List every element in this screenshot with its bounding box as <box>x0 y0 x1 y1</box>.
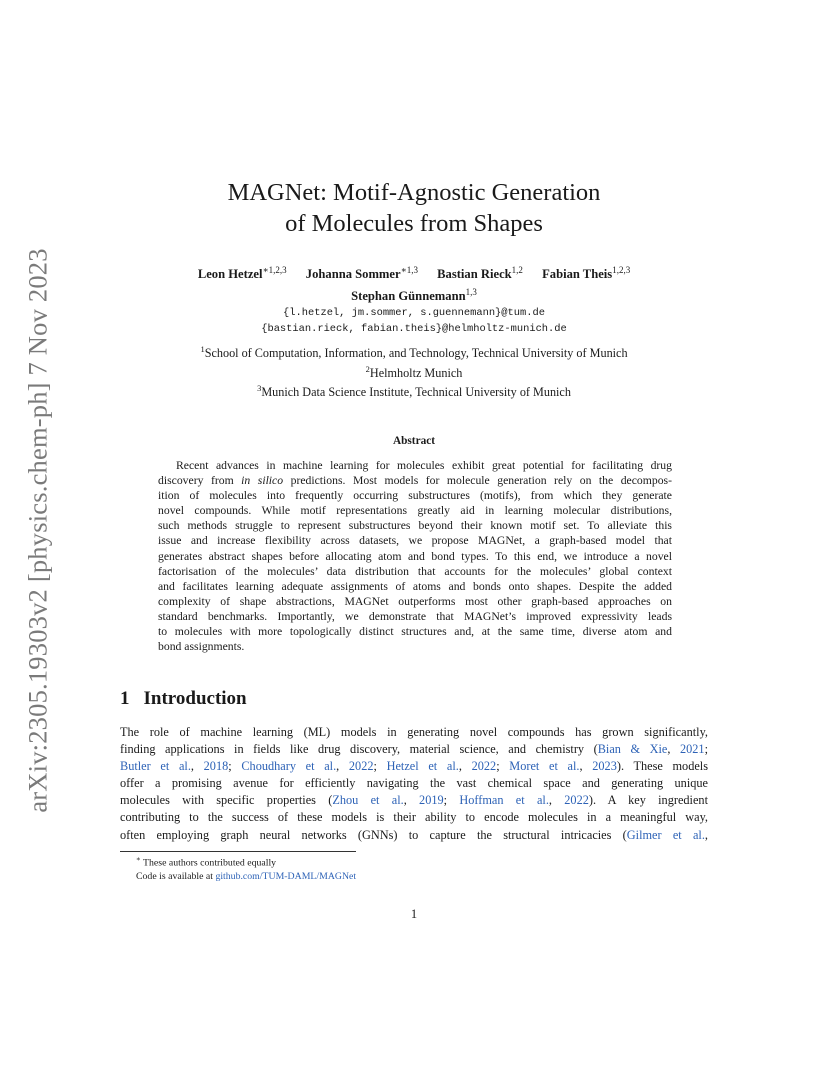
citation-link[interactable]: 2022 <box>471 759 497 774</box>
intro-line: often employing graph neural networks (GNNs) to capture the structural intricacies (Gilmer et al., <box>120 827 708 842</box>
abstract-line: factorisation of the molecules’ data distribution that accounts for the molecules’ global context <box>158 564 672 578</box>
abstract-line: such methods struggle to represent substructures beyond their known motif set. To alleviate this <box>158 519 672 533</box>
citation-link[interactable]: 2018 <box>203 759 229 774</box>
email-line: {l.hetzel, jm.sommer, s.guennemann}@tum.de <box>283 307 545 319</box>
abstract-body <box>158 458 672 654</box>
paper-title <box>120 177 708 239</box>
author: Johanna Sommer$^{∗1,3}$ <box>305 265 418 282</box>
citation-link[interactable]: Hetzel et al. <box>386 759 459 774</box>
section-number: 1 <box>120 688 130 709</box>
author: Leon Hetzel$^{∗1,2,3}$ <box>197 265 287 282</box>
abstract-line: discovery from in silico predictions. Most models for molecule generation rely on the decompos- <box>158 474 672 488</box>
title-line-2: of Molecules from Shapes <box>285 210 543 237</box>
intro-line: offer a promising avenue for efficiently navigating the vast chemical space and generating unique <box>120 776 708 791</box>
abstract-line: bond assignments. <box>158 640 245 654</box>
intro-line: The role of machine learning (ML) models in generating novel compounds has grown significantly, <box>120 725 708 739</box>
intro-line: Butler et al., 2018; Choudhary et al., 2022; Hetzel et al., 2022; Moret et al., 2023). These models <box>120 759 709 774</box>
affiliations <box>120 342 708 401</box>
footnote <box>136 853 356 883</box>
intro-line: contributing to the success of these models is their ability to encode molecules in a meaningful way, <box>120 810 708 825</box>
code-link[interactable]: github.com/TUM-DAML/MAGNet <box>215 870 357 882</box>
citation-link[interactable]: Bian & Xie <box>597 742 668 757</box>
page-number: 1 <box>410 907 418 921</box>
abstract-line: Recent advances in machine learning for molecules exhibit great potential for facilitating drug <box>176 459 672 472</box>
abstract-line: standard benchmarks. Importantly, we demonstrate that MAGNet’s improved expressivity leads <box>158 609 672 623</box>
arxiv-stamp: arXiv:2305.19303v2 [physics.chem-ph] 7 Nov 2023 <box>22 247 53 813</box>
citation-link[interactable]: Zhou et al. <box>332 793 404 808</box>
author-list <box>120 261 708 305</box>
abstract-line: to molecules with more topologically distinct structures and, at the same time, diverse atom and <box>158 625 672 639</box>
citation-link[interactable]: 2021 <box>679 742 705 757</box>
affiliation: $^2$Helmholtz Munich <box>365 363 463 380</box>
author: Fabian Theis$^{1,2,3}$ <box>542 265 631 282</box>
citation-link[interactable]: 2022 <box>564 793 589 808</box>
abstract-heading: Abstract <box>392 435 436 447</box>
citation-link[interactable]: 2022 <box>348 759 374 774</box>
author: Bastian Rieck$^{1,2}$ <box>437 265 523 282</box>
abstract-line: ition of molecules into frequently occurring substructures (motifs), from which they generate <box>158 489 672 503</box>
citation-link[interactable]: Moret et al. <box>509 759 580 774</box>
intro-line: molecules with specific properties (Zhou et al., 2019; Hoffman et al., 2022). A key ingredient <box>120 793 708 808</box>
author: Stephan Günnemann$^{1,3}$ <box>351 287 477 304</box>
abstract-line: and facilitates learning adequate assignments of atoms and bonds onto shapes. Despite the added <box>158 579 672 593</box>
citation-link[interactable]: 2023 <box>592 759 617 774</box>
abstract-line: novel compounds. While motif representations greatly aid in learning molecular distributions, <box>158 504 672 518</box>
arxiv-stamp-container <box>22 240 54 820</box>
citation-link[interactable]: Hoffman et al. <box>459 793 549 808</box>
section-heading <box>120 688 247 710</box>
affiliation: $^3$Munich Data Science Institute, Technical University of Munich <box>257 383 571 400</box>
abstract-line: complexity of shape abstractions, MAGNet outperforms most other graph-based approaches on <box>158 594 672 608</box>
email-line: {bastian.rieck, fabian.theis}@helmholtz-munich.de <box>261 323 567 335</box>
abstract-line: issue and increase flexibility across datasets, we propose MAGNet, a graph-based model that <box>158 534 672 548</box>
intro-line: finding applications in fields like drug discovery, material science, and chemistry (Bian & Xie, 2021; <box>120 742 708 757</box>
author-emails <box>120 305 708 337</box>
intro-paragraph <box>120 724 708 844</box>
citation-link[interactable]: Gilmer et al. <box>626 827 705 842</box>
citation-link[interactable]: Butler et al. <box>120 759 191 774</box>
section-title: Introduction <box>143 688 247 709</box>
affiliation: $^1$School of Computation, Information, and Technology, Technical University of Munich <box>200 344 628 361</box>
title-line-1: MAGNet: Motif-Agnostic Generation <box>227 179 601 206</box>
abstract-line: generates abstract shapes before allocating atom and bond types. To this end, we introduce a novel <box>158 549 672 563</box>
footnote-rule <box>120 851 356 852</box>
citation-link[interactable]: 2019 <box>419 793 444 808</box>
footnote-equal-contribution: ∗ These authors contributed equally <box>136 855 277 869</box>
footnote-code: Code is available at github.com/TUM-DAML/MAGNet <box>136 870 357 882</box>
citation-link[interactable]: Choudhary et al. <box>241 759 337 774</box>
